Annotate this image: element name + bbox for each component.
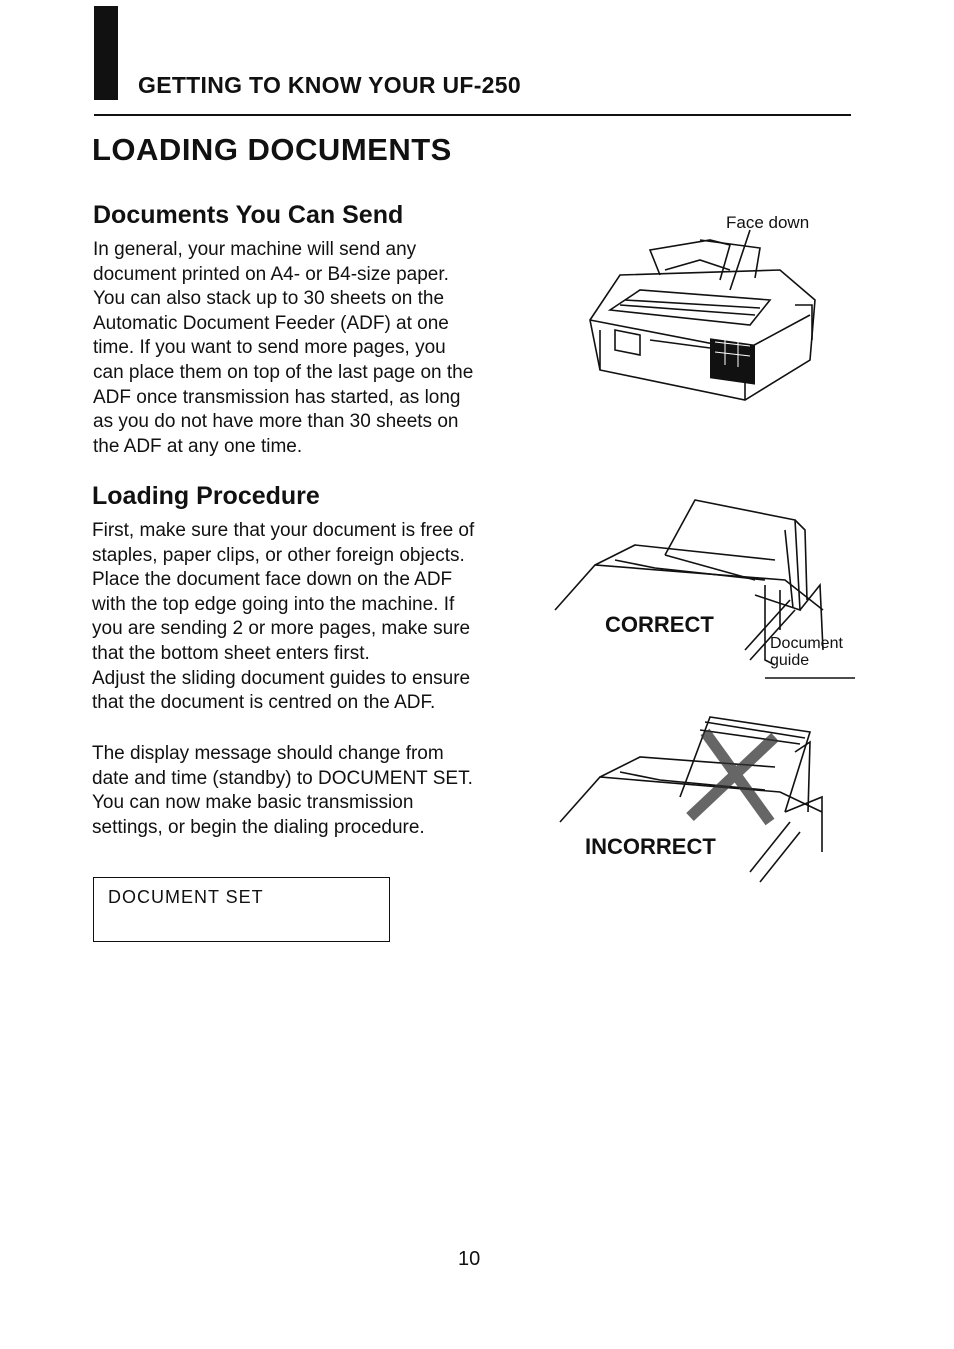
correct-loading-illustration xyxy=(555,500,855,680)
lcd-display-box xyxy=(93,877,390,942)
section-heading-loading-procedure: Loading Procedure xyxy=(92,482,320,510)
correct-label: CORRECT xyxy=(605,612,714,637)
document-guide-label-line1: Document xyxy=(770,635,843,652)
page-number: 10 xyxy=(458,1248,481,1270)
incorrect-loading-illustration xyxy=(560,712,830,892)
chapter-title: GETTING TO KNOW YOUR UF-250 xyxy=(138,72,521,98)
fax-machine-illustration xyxy=(580,230,830,410)
incorrect-label: INCORRECT xyxy=(585,834,716,859)
section-body-documents-you-can-send: In general, your machine will send any document printed on A4- or B4-size paper. You can also stack up to 30 sheets on the Automatic Document Feeder (ADF) at one time. If you want to send more pages, you can place them on top of the last page on the ADF once transmission has started, as long as you do not have more than 30 sheets on the ADF at any one time. xyxy=(93,239,474,457)
page-title: LOADING DOCUMENTS xyxy=(92,132,452,167)
section-heading-documents-you-can-send: Documents You Can Send xyxy=(93,201,404,229)
section-body-display-message: The display message should change from date and time (standby) to DOCUMENT SET. You can now make basic transmission settings, or begin the dialing procedure. xyxy=(92,743,473,838)
lcd-display-text: DOCUMENT SET xyxy=(108,887,264,907)
section-body-loading-procedure: First, make sure that your document is free of staples, paper clips, or other foreign objects. Place the document face down on the ADF with the top edge going into the machine. If you are sending 2 or more pages, make sure that the bottom sheet enters first. Adjust the sliding document guides to ensure that the document is centred on the ADF. xyxy=(92,520,475,714)
document-guide-label-line2: guide xyxy=(770,652,810,669)
face-down-label: Face down xyxy=(726,213,810,232)
header-rule xyxy=(94,114,851,116)
header-bar xyxy=(94,6,118,100)
